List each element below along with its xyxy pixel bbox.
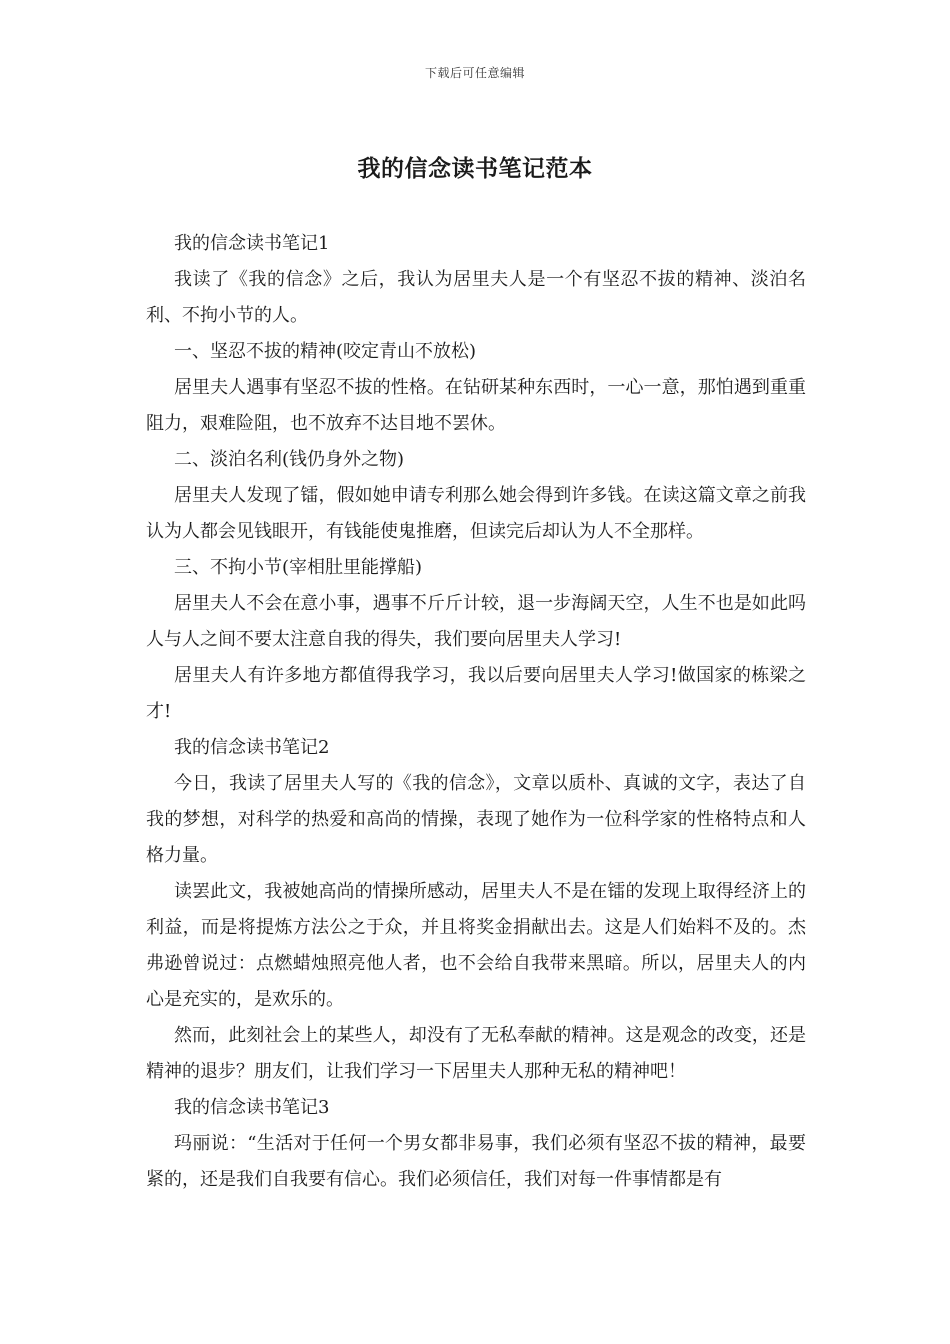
paragraph: 读罢此文，我被她高尚的情操所感动，居里夫人不是在镭的发现上取得经济上的利益，而是将提炼方法公之于众，并且将奖金捐献出去。这是人们始料不及的。杰弗逊曾说过：点燃蜡烛照亮他人者，也不会给自我带来黑暗。所以，居里夫人的内心是充实的，是欢乐的。	[146, 881, 806, 1010]
paragraph: 居里夫人有许多地方都值得我学习，我以后要向居里夫人学习!做国家的栋梁之才!	[146, 665, 806, 722]
paragraph: 然而，此刻社会上的某些人，却没有了无私奉献的精神。这是观念的改变，还是精神的退步？朋友们，让我们学习一下居里夫人那种无私的精神吧！	[146, 1025, 806, 1082]
paragraph: 居里夫人发现了镭，假如她申请专利那么她会得到许多钱。在读这篇文章之前我认为人都会见钱眼开，有钱能使鬼推磨，但读完后却认为人不全那样。	[146, 485, 806, 542]
subheading-indifference-to-fame: 二、淡泊名利(钱仍身外之物)	[174, 449, 405, 470]
section-heading-note-1: 我的信念读书笔记1	[174, 233, 330, 254]
paragraph: 我读了《我的信念》之后，我认为居里夫人是一个有坚忍不拔的精神、淡泊名利、不拘小节的人。	[146, 269, 806, 326]
document-body	[146, 226, 806, 1198]
paragraph: 今日，我读了居里夫人写的《我的信念》，文章以质朴、真诚的文字，表达了自我的梦想，对科学的热爱和高尚的情操，表现了她作为一位科学家的性格特点和人格力量。	[146, 773, 806, 866]
paragraph: 居里夫人不会在意小事，遇事不斤斤计较，退一步海阔天空，人生不也是如此吗人与人之间不要太注意自我的得失，我们要向居里夫人学习!	[146, 593, 806, 650]
subheading-perseverance: 一、坚忍不拔的精神(咬定青山不放松)	[174, 341, 477, 362]
section-heading-note-3: 我的信念读书笔记3	[174, 1097, 330, 1118]
section-heading-note-2: 我的信念读书笔记2	[174, 737, 330, 758]
header-note: 下载后可任意编辑	[424, 66, 525, 80]
document-title: 我的信念读书笔记范本	[357, 155, 593, 182]
subheading-magnanimity: 三、不拘小节(宰相肚里能撑船)	[174, 557, 423, 578]
paragraph: 居里夫人遇事有坚忍不拔的性格。在钻研某种东西时，一心一意，那怕遇到重重阻力，艰难险阻，也不放弃不达目地不罢休。	[146, 377, 806, 434]
paragraph: 玛丽说：“生活对于任何一个男女都非易事，我们必须有坚忍不拔的精神，最要紧的，还是我们自我要有信心。我们必须信任，我们对每一件事情都是有	[146, 1133, 806, 1190]
